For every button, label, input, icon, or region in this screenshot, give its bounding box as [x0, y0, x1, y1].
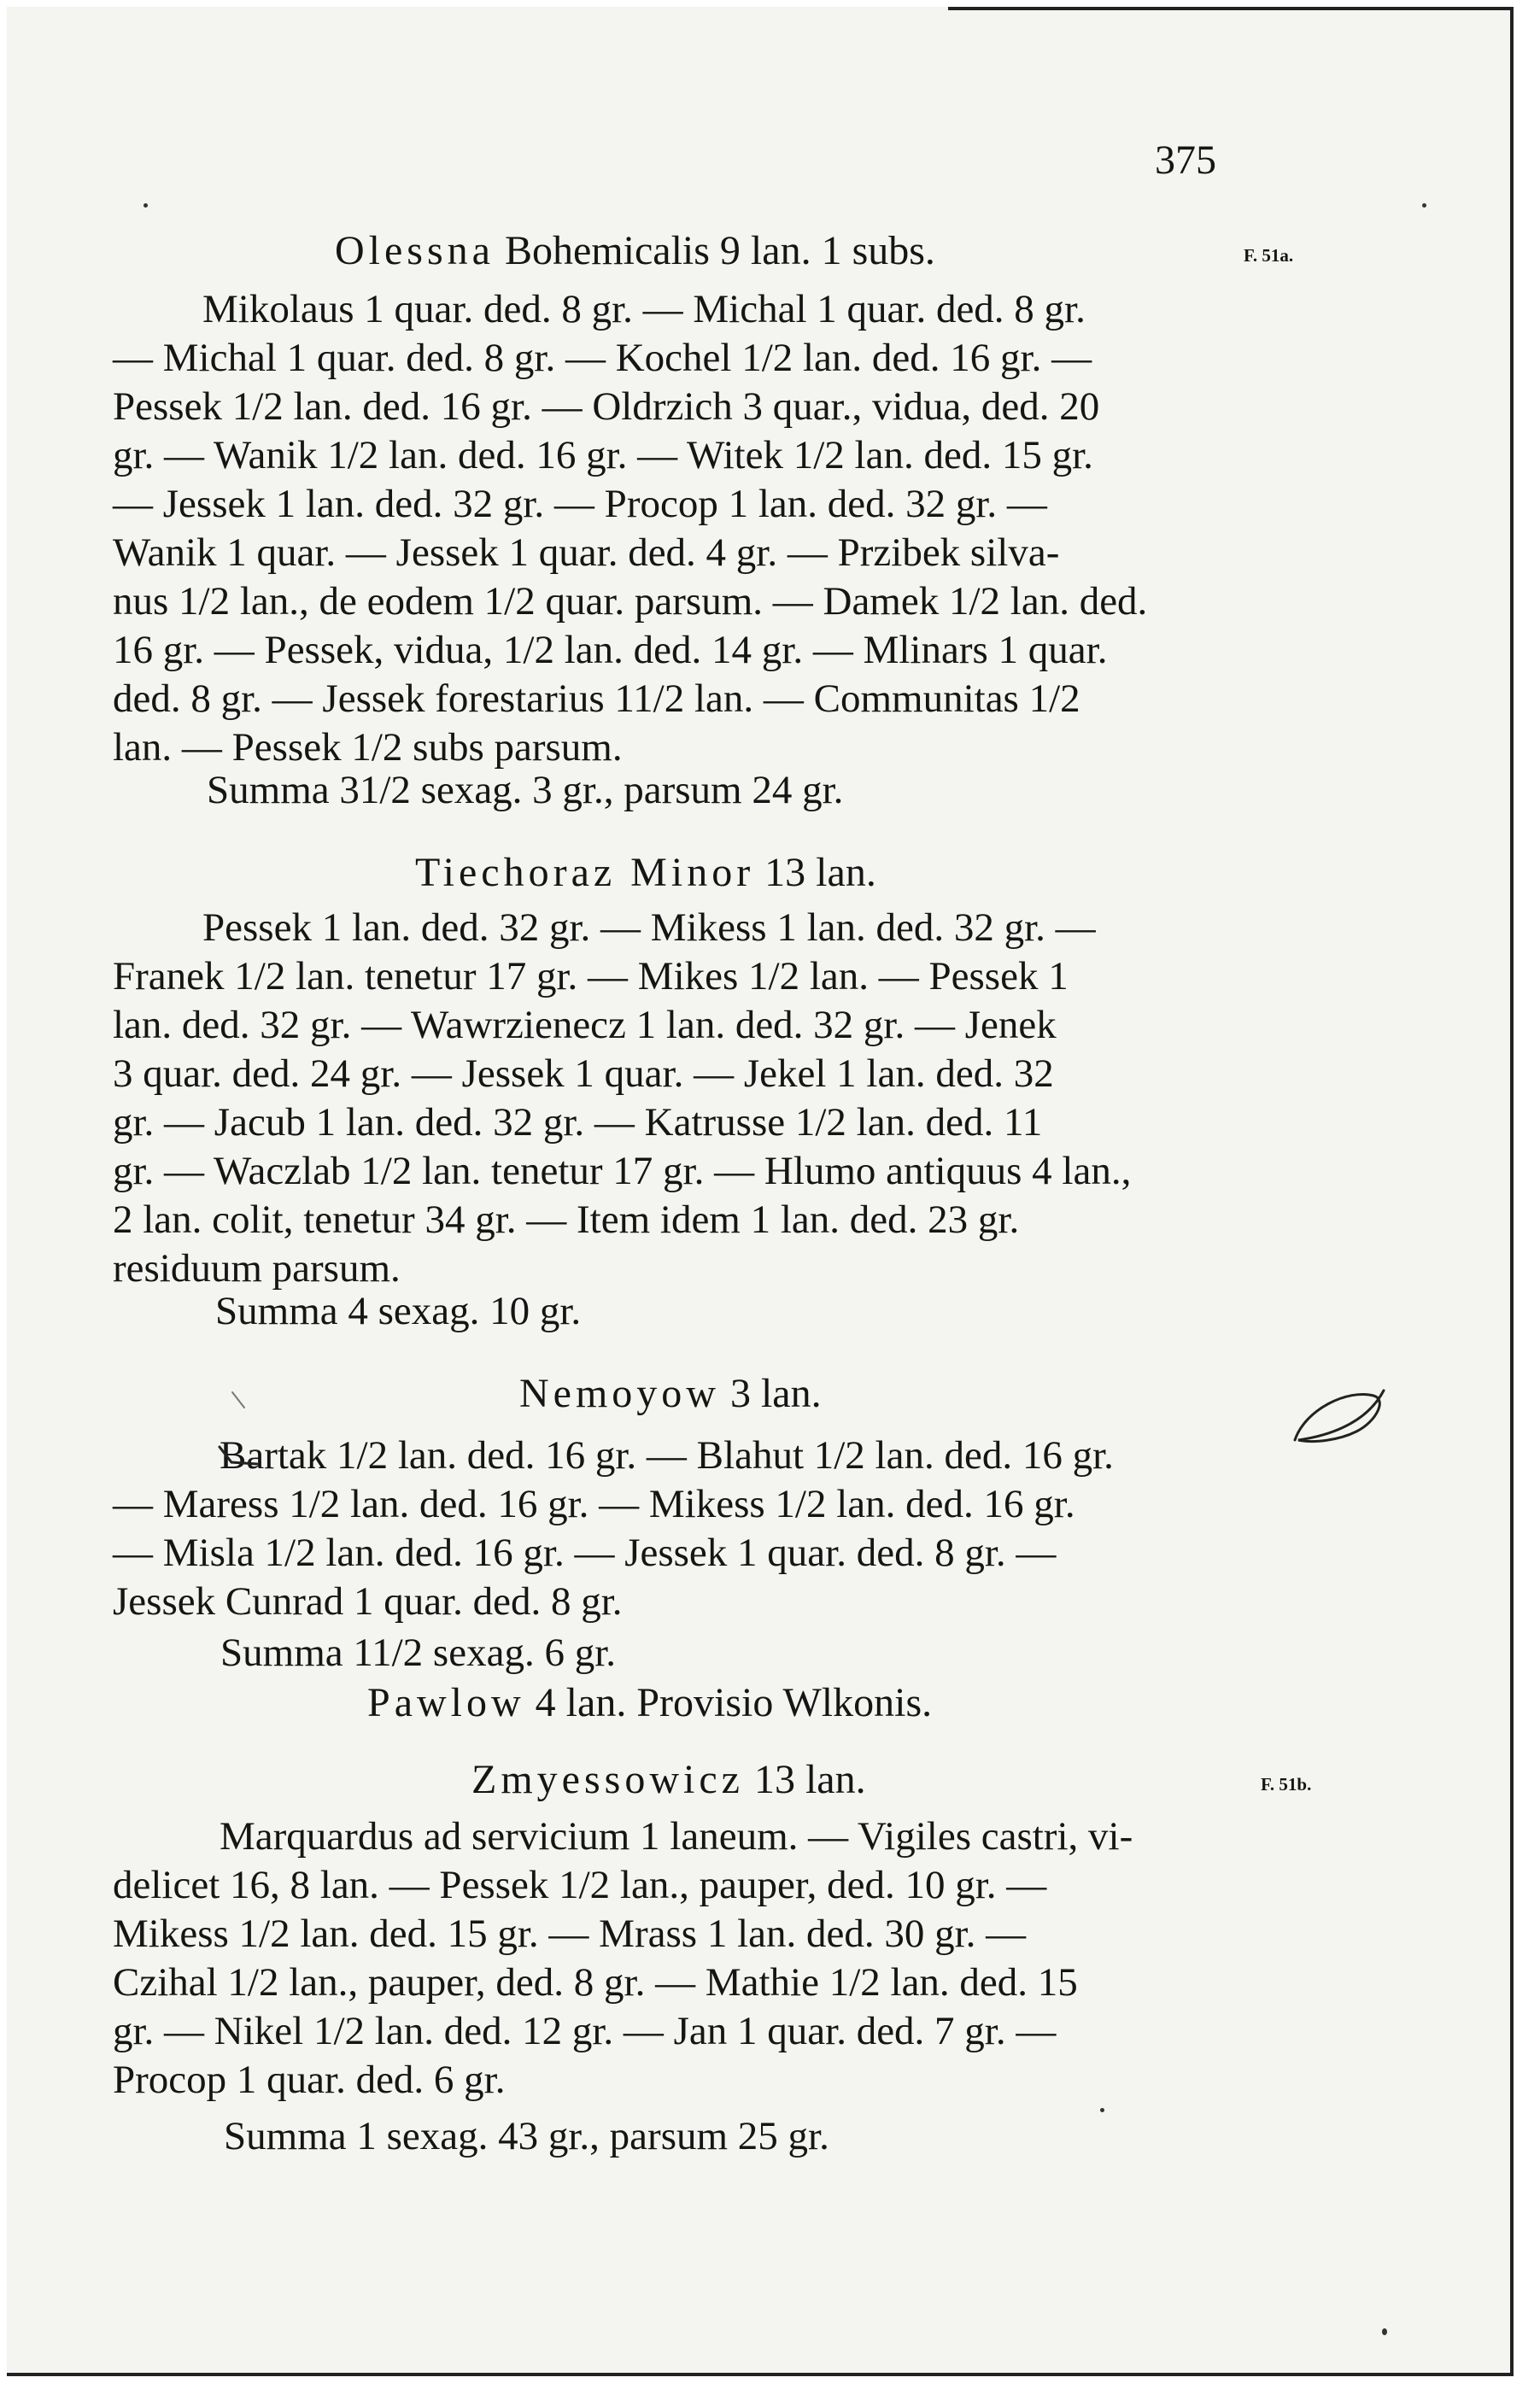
- section-body-nemoyow: [113, 1432, 1249, 1626]
- text-line: gr. — Wanik 1/2 lan. ded. 16 gr. — Witek 1/2 lan. ded. 15 gr.: [113, 433, 1093, 477]
- text-line: lan. ded. 32 gr. — Wawrzienecz 1 lan. ded. 32 gr. — Jenek: [113, 1003, 1057, 1047]
- text-line: Procop 1 quar. ded. 6 gr.: [113, 2058, 506, 2102]
- text-line: ded. 8 gr. — Jessek forestarius 11/2 lan. — Communitas 1/2: [113, 676, 1080, 721]
- paper-speck: [1382, 2328, 1387, 2335]
- section-heading-tiechoraz: [415, 849, 876, 896]
- pencil-tick-mark-icon: [218, 1443, 261, 1469]
- section-heading-pawlow: [367, 1679, 932, 1726]
- text-line: lan. — Pessek 1/2 subs parsum.: [113, 725, 623, 770]
- section-heading-nemoyow: [519, 1370, 822, 1417]
- section-body-olessna: [113, 285, 1249, 772]
- section-body-tiechoraz: [113, 904, 1249, 1293]
- summa-tiechoraz: Summa 4 sexag. 10 gr.: [215, 1289, 582, 1333]
- paper-speck: [1422, 203, 1426, 208]
- text-line: gr. — Nikel 1/2 lan. ded. 12 gr. — Jan 1 quar. ded. 7 gr. —: [113, 2009, 1057, 2053]
- section-heading-olessna: [335, 227, 935, 274]
- text-line: Jessek Cunrad 1 quar. ded. 8 gr.: [113, 1579, 623, 1624]
- text-line: gr. — Waczlab 1/2 lan. tenetur 17 gr. — Hlumo antiquus 4 lan.,: [113, 1149, 1132, 1193]
- pencil-loop-scribble-icon: [1288, 1384, 1391, 1452]
- folio-mark-51a: F. 51a.: [1244, 245, 1294, 266]
- section-body-zmyessowicz: [113, 1812, 1249, 2105]
- page-frame-top-edge: [948, 7, 1512, 10]
- paper-speck: [1100, 2108, 1104, 2112]
- text-line: — Misla 1/2 lan. ded. 16 gr. — Jessek 1 quar. ded. 8 gr. —: [113, 1531, 1057, 1575]
- text-line: residuum parsum.: [113, 1246, 401, 1291]
- text-line: Marquardus ad servicium 1 laneum. — Vigiles castri, vi-: [220, 1814, 1133, 1859]
- heading-place-name: Pawlow: [367, 1680, 525, 1725]
- text-line: Pessek 1 lan. ded. 32 gr. — Mikess 1 lan. ded. 32 gr. —: [202, 905, 1096, 950]
- heading-place-name: Tiechoraz Minor: [415, 850, 755, 895]
- text-line: Bartak 1/2 lan. ded. 16 gr. — Blahut 1/2 lan. ded. 16 gr.: [220, 1433, 1114, 1478]
- text-line: Mikess 1/2 lan. ded. 15 gr. — Mrass 1 lan. ded. 30 gr. —: [113, 1912, 1027, 1956]
- text-line: Pessek 1/2 lan. ded. 16 gr. — Oldrzich 3 quar., vidua, ded. 20: [113, 384, 1100, 429]
- text-line: — Jessek 1 lan. ded. 32 gr. — Procop 1 lan. ded. 32 gr. —: [113, 482, 1047, 526]
- text-line: — Maress 1/2 lan. ded. 16 gr. — Mikess 1/2 lan. ded. 16 gr.: [113, 1482, 1075, 1526]
- text-line: Wanik 1 quar. — Jessek 1 quar. ded. 4 gr. — Przibek silva-: [113, 530, 1060, 575]
- heading-place-name: Nemoyow: [519, 1371, 720, 1416]
- heading-place-name: Zmyessowicz: [471, 1757, 744, 1802]
- page-number: 375: [1155, 138, 1216, 183]
- paper-speck: [143, 203, 148, 208]
- heading-details: 4 lan. Provisio Wlkonis.: [535, 1680, 933, 1725]
- heading-details: Bohemicalis 9 lan. 1 subs.: [504, 228, 935, 273]
- text-line: Franek 1/2 lan. tenetur 17 gr. — Mikes 1/2 lan. — Pessek 1: [113, 954, 1069, 998]
- text-line: 2 lan. colit, tenetur 34 gr. — Item idem 1 lan. ded. 23 gr.: [113, 1197, 1020, 1242]
- text-line: nus 1/2 lan., de eodem 1/2 quar. parsum. — Damek 1/2 lan. ded.: [113, 579, 1148, 624]
- text-line: Czihal 1/2 lan., pauper, ded. 8 gr. — Mathie 1/2 lan. ded. 15: [113, 1960, 1078, 2005]
- text-line: — Michal 1 quar. ded. 8 gr. — Kochel 1/2 lan. ded. 16 gr. —: [113, 336, 1092, 380]
- heading-details: 3 lan.: [729, 1371, 822, 1416]
- text-line: Mikolaus 1 quar. ded. 8 gr. — Michal 1 quar. ded. 8 gr.: [202, 287, 1086, 331]
- heading-details: 13 lan.: [753, 1757, 866, 1802]
- section-heading-zmyessowicz: [471, 1756, 866, 1803]
- text-line: 3 quar. ded. 24 gr. — Jessek 1 quar. — Jekel 1 lan. ded. 32: [113, 1051, 1054, 1096]
- summa-nemoyow: Summa 11/2 sexag. 6 gr.: [220, 1631, 617, 1675]
- summa-zmyessowicz: Summa 1 sexag. 43 gr., parsum 25 gr.: [224, 2114, 829, 2158]
- heading-details: 13 lan.: [764, 850, 876, 895]
- heading-place-name: Olessna: [335, 228, 495, 273]
- stray-pencil-mark-icon: [231, 1391, 248, 1411]
- text-line: gr. — Jacub 1 lan. ded. 32 gr. — Katrusse 1/2 lan. ded. 11: [113, 1100, 1043, 1145]
- text-line: 16 gr. — Pessek, vidua, 1/2 lan. ded. 14 gr. — Mlinars 1 quar.: [113, 628, 1108, 672]
- text-line: delicet 16, 8 lan. — Pessek 1/2 lan., pauper, ded. 10 gr. —: [113, 1863, 1047, 1907]
- folio-mark-51b: F. 51b.: [1261, 1774, 1312, 1795]
- summa-olessna: Summa 31/2 sexag. 3 gr., parsum 24 gr.: [207, 768, 844, 812]
